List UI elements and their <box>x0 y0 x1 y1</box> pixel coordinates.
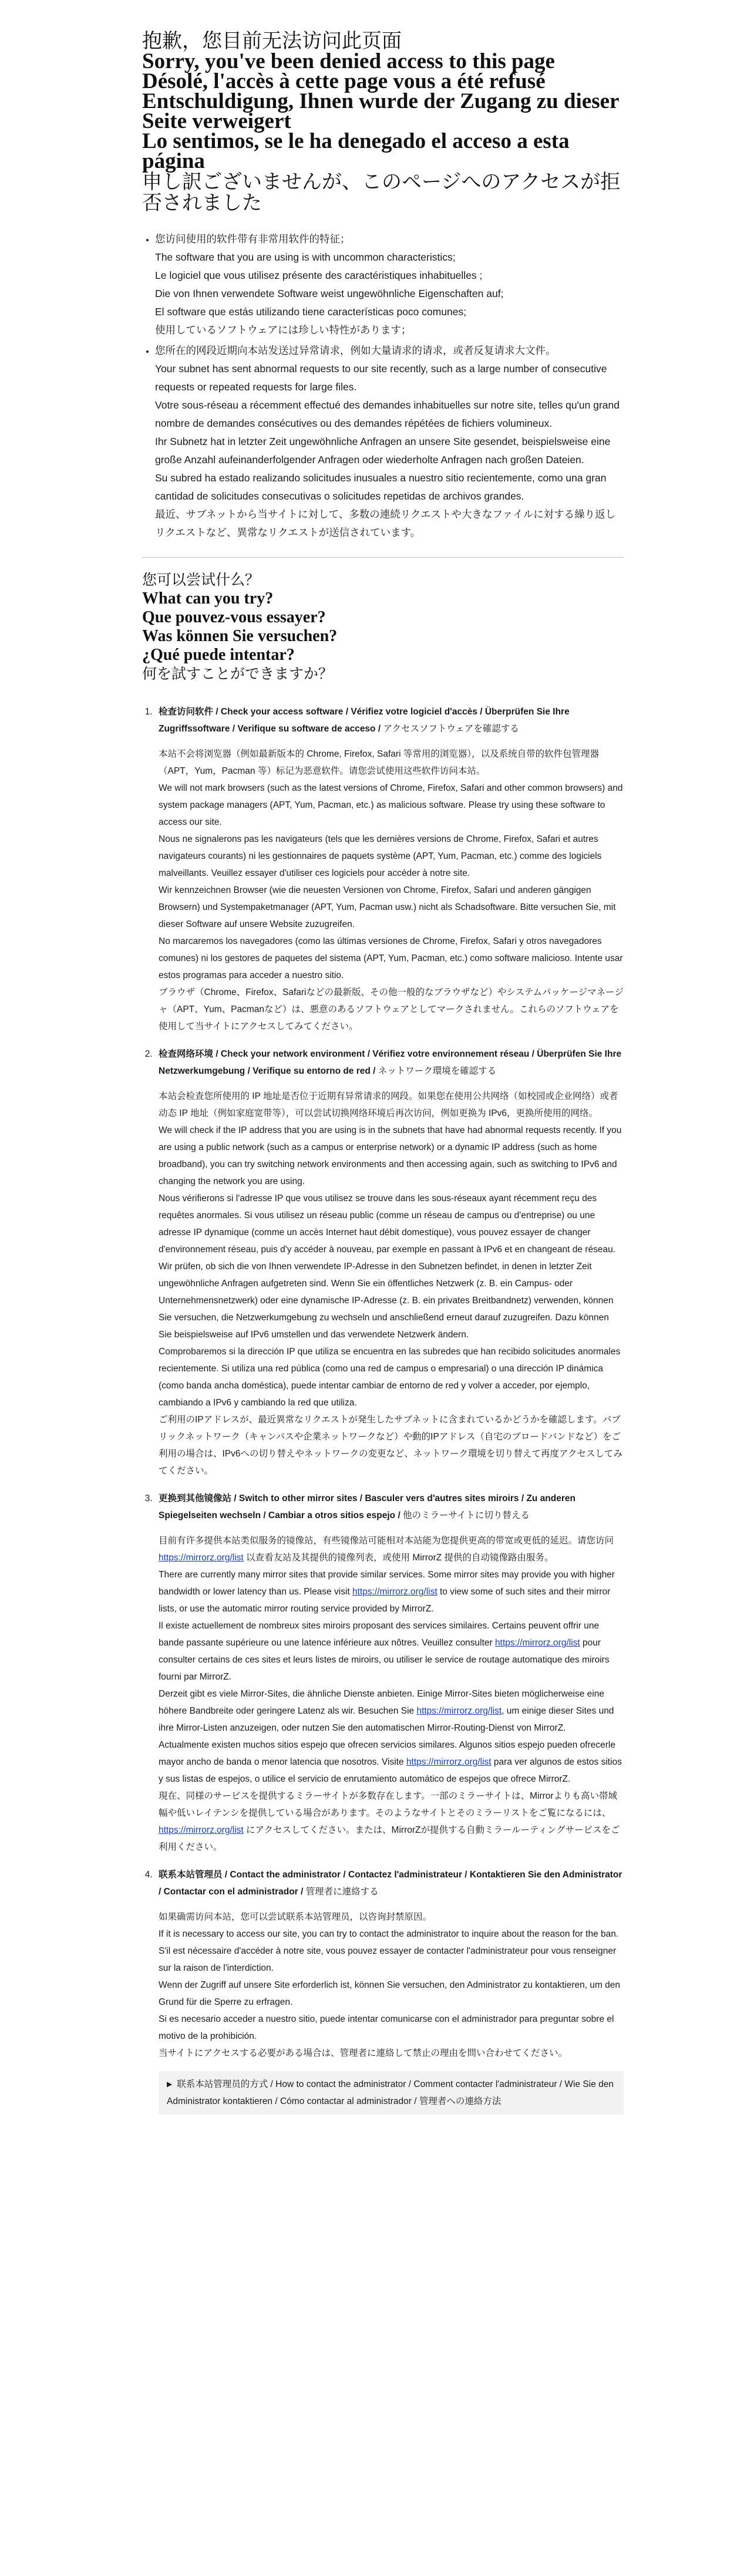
step-check-software <box>155 703 624 1035</box>
step-paragraph: ブラウザ（Chrome、Firefox、Safariなどの最新版、その他一般的なブラウザなど）やシステムパッケージマネージャ（APT、Yum、Pacmanなど）は、悪意のあるソフトウェアとしてマークされません。これらのソフトウェアを使用して当サイトにアクセスしてみてください。 <box>159 987 624 1031</box>
try-heading-ja: 何を試すことができますか？ <box>142 665 334 682</box>
reason-text-zh: • 您所在的网段近期向本站发送过异常请求，例如大量请求的请求，或者反复请求大文件。 <box>155 345 556 356</box>
try-heading-zh: 您可以尝试什么？ <box>142 571 260 588</box>
step-title <box>159 1490 624 1524</box>
step-paragraph: Nous vérifierons si l'adresse IP que vous utilisez se trouve dans les sous-réseaux ayant récemment reçu des requêtes anormales. Si vous utilisez un réseau public (comme un réseau de campus ou d'entreprise) ou une adresse IP dynamique (comme un accès Internet haut débit domestique), vous pouvez essayer de changer d'environnement réseau, puis d'y accéder à nouveau, par exemple en passant à IPv6 et en changeant de réseau. <box>159 1193 615 1255</box>
steps-list <box>142 703 624 2115</box>
reason-text-zh: • 您访问使用的软件带有非常用软件的特征； <box>155 233 351 245</box>
reason-text-en: The software that you are using is with uncommon characteristics; <box>155 251 456 263</box>
title-ja: 申し訳ございませんが、このページへのアクセスが拒否されました <box>142 170 621 215</box>
step-paragraph: 当サイトにアクセスする必要がある場合は、管理者に連絡して禁止の理由を問い合わせてください。 <box>159 2048 567 2058</box>
step-switch-mirror <box>155 1490 624 1856</box>
step-paragraph: If it is necessary to access our site, you can try to contact the administrator to inquire about the reason for the ban. <box>159 1929 619 1939</box>
title-en: Sorry, you've been denied access to this page <box>142 49 555 73</box>
mirror-list-link[interactable]: https://mirrorz.org/list <box>416 1706 502 1716</box>
step-title-bold: 检查访问软件 / Check your access software / Vérifiez votre logiciel d'accès / Überprüfen Sie Ihre Zugriffssoftware / Verifique su software de acceso / <box>159 707 570 734</box>
page-title-block <box>142 31 624 214</box>
try-heading-de: Was können Sie versuchen? <box>142 627 338 645</box>
reason-text-en: Your subnet has sent abnormal requests to our site recently, such as a large number of consecutive requests or repeated requests for large files. <box>155 363 607 393</box>
step-paragraph: Nous ne signalerons pas les navigateurs (tels que les dernières versions de Chrome, Firefox, Safari et autres navigateurs courants) ni les gestionnaires de paquets système (APT, Yum, Pacman, etc.) comme des logiciels malveillants. Veuillez essayer d'utiliser ces logiciels pour accéder à notre site. <box>159 834 602 878</box>
step-body <box>159 1532 624 1856</box>
try-heading-block <box>142 571 624 683</box>
step-title-tail: ネットワーク環境を確認する <box>375 1066 497 1076</box>
reason-item <box>155 230 624 339</box>
mirror-list-link[interactable]: https://mirrorz.org/list <box>159 1825 244 1835</box>
step-paragraph: Comprobaremos si la dirección IP que utiliza se encuentra en las subredes que han recibido solicitudes anormales recientemente. Si utiliza una red pública (como una red de campus o empresarial) o una dirección IP dinámica (como banda ancha doméstica), puede intentar cambiar de entorno de red y volver a acceder, por ejemplo, cambiando a IPv6 y cambiando la red que utiliza. <box>159 1347 621 1408</box>
reason-item <box>155 342 624 542</box>
reason-text-es: El software que estás utilizando tiene características poco comunes; <box>155 306 467 318</box>
step-paragraph <box>159 1617 624 1685</box>
step-paragraph: We will check if the IP address that you are using is in the subnets that have had abnormal requests recently. If you are using a public network (such as a campus or enterprise network) or a dynamic IP address (such as home broadband), you can try switching network environments and then accessing again, such as switching to IPv6 and changing the network you are using. <box>159 1125 622 1186</box>
step-body <box>159 1909 624 2062</box>
paragraph-text: , um einige dieser Sites und ihre Mirror-Listen anzuzeigen, oder nutzen Sie den automatischen Mirror-Routing-Dienst von MirrorZ. <box>159 1706 614 1733</box>
mirror-list-link[interactable]: https://mirrorz.org/list <box>406 1757 492 1767</box>
step-paragraph: Si es necesario acceder a nuestro sitio, puede intentar comunicarse con el administrador para preguntar sobre el motivo de la prohibición. <box>159 2014 614 2041</box>
divider <box>142 557 624 558</box>
mirror-list-link[interactable]: https://mirrorz.org/list <box>495 1638 580 1648</box>
step-check-network <box>155 1046 624 1479</box>
reason-text-ja: 最近、サブネットから当サイトに対して、多数の連続リクエストや大きなファイルに対する繰り返しリクエストなど、異常なリクエストが送信されています。 <box>155 508 616 538</box>
step-paragraph: 本站不会将浏览器（例如最新版本的 Chrome, Firefox, Safari 等常用的浏览器），以及系统自带的软件包管理器（APT，Yum，Pacman 等）标记为恶意软件。请您尝试使用这些软件访问本站。 <box>159 749 600 776</box>
step-title-bold: 联系本站管理员 / Contact the administrator / Contactez l'administrateur / Kontaktieren Sie den Administrator / Contactar con el administrador / <box>159 1870 622 1897</box>
step-title-tail: アクセスソフトウェアを確認する <box>381 724 519 734</box>
step-paragraph: ご利用のIPアドレスが、最近異常なリクエストが発生したサブネットに含まれているかどうかを確認します。パブリックネットワーク（キャンパスや企業ネットワークなど）や動的IPアドレス（自宅のブロードバンドなど）をご利用の場合は、IPv6への切り替えやネットワークの変更など、ネットワーク環境を切り替えて再度アクセスしてみてください。 <box>159 1415 623 1476</box>
reason-text-de: Die von Ihnen verwendete Software weist ungewöhnliche Eigenschaften auf; <box>155 288 504 299</box>
paragraph-text: Actualmente existen muchos sitios espejo que ofrecen servicios similares. Algunos sitios espejo pueden ofrecerle mayor ancho de banda o menor latencia que nosotros. Visite <box>159 1740 615 1767</box>
disclosure-triangle-icon[interactable]: ▶ <box>167 2080 173 2088</box>
paragraph-text: Derzeit gibt es viele Mirror-Sites, die ähnliche Dienste anbieten. Einige Mirror-Sites bieten möglicherweise eine höhere Bandbreite oder geringere Latenz als wir. Besuchen Sie <box>159 1689 604 1716</box>
paragraph-text: para ver algunos de estos sitios y sus listas de espejos, o utilice el servicio de enrutamiento automático de espejos que ofrece MirrorZ. <box>159 1757 622 1784</box>
paragraph-text: にアクセスしてください。または、MirrorZが提供する自動ミラールーティングサービスをご利用ください。 <box>159 1825 620 1852</box>
step-paragraph: Wir prüfen, ob sich die von Ihnen verwendete IP-Adresse in den Subnetzen befindet, in denen in letzter Zeit ungewöhnliche Anfragen aufgetreten sind. Wenn Sie ein öffentliches Netzwerk (z. B. ein Campus- oder Unternehmensnetzwerk) oder eine dynamische IP-Adresse (z. B. ein privates Breitbandnetz) verwenden, können Sie versuchen, die Netzwerkumgebung zu wechseln und anschließend erneut darauf zuzugreifen. Dazu können Sie beispielsweise auf IPv6 umstellen und das verwendete Netzwerk ändern. <box>159 1262 614 1340</box>
paragraph-text: Il existe actuellement de nombreux sites miroirs proposant des services similaires. Certains peuvent offrir une bande passante supérieure ou une latence inférieure aux nôtres. Veuillez consulter <box>159 1621 600 1648</box>
title-de: Entschuldigung, Ihnen wurde der Zugang zu dieser Seite verweigert <box>142 89 619 133</box>
step-body <box>159 1088 624 1479</box>
mirror-list-link[interactable]: https://mirrorz.org/list <box>352 1587 437 1597</box>
paragraph-text: There are currently many mirror sites that provide similar services. Some mirror sites may provide you with higher bandwidth or lower latency than us. Please visit <box>159 1570 615 1597</box>
step-paragraph <box>159 1685 624 1737</box>
step-title-tail: 他のミラーサイトに切り替える <box>400 1510 530 1520</box>
paragraph-text: 以查看友站及其提供的镜像列表，或使用 MirrorZ 提供的自动镜像路由服务。 <box>243 1553 554 1563</box>
step-paragraph: We will not mark browsers (such as the latest versions of Chrome, Firefox, Safari and other common browsers) and system package managers (APT, Yum, Pacman, etc.) as malicious software. Please try using these software to access our site. <box>159 783 623 827</box>
step-title-bold: 更换到其他镜像站 / Switch to other mirror sites / Basculer vers d'autres sites miroirs / Zu anderen Spiegelseiten wechseln / Cambiar a otros sitios espejo / <box>159 1493 575 1520</box>
reason-text-de: Ihr Subnetz hat in letzter Zeit ungewöhnliche Anfragen an unsere Site gesendet, beispielsweise eine große Anzahl aufeinanderfolgender Anfragen oder wiederholte Anfragen nach großen Dateien. <box>155 436 611 466</box>
reason-text-es: Su subred ha estado realizando solicitudes inusuales a nuestro sitio recientemente, como una gran cantidad de solicitudes consecutivas o solicitudes repetidas de archivos grandes. <box>155 472 607 502</box>
try-heading-es: ¿Qué puede intentar? <box>142 646 295 664</box>
title-zh: 抱歉，您目前无法访问此页面 <box>142 29 402 53</box>
step-title <box>159 1866 624 1900</box>
reason-text-ja: 使用しているソフトウェアには珍しい特性があります； <box>155 324 412 336</box>
step-paragraph: S'il est nécessaire d'accéder à notre site, vous pouvez essayer de contacter l'administrateur pour vous renseigner sur la raison de l'interdiction. <box>159 1946 617 1973</box>
details-summary-text[interactable]: 联系本站管理员的方式 / How to contact the administrator / Comment contacter l'administrateur / Wie Sie den Administrator kontaktieren / Cómo contactar al administrador / 管理者への連絡方法 <box>167 2079 614 2106</box>
paragraph-text: 目前有许多提供本站类似服务的镜像站，有些镜像站可能相对本站能为您提供更高的带宽或更低的延迟。请您访问 <box>159 1536 614 1546</box>
try-heading-en: What can you try? <box>142 589 274 608</box>
step-contact-admin <box>155 1866 624 2115</box>
paragraph-text: pour consulter certains de ces sites et leurs listes de miroirs, ou utiliser le service de routage automatique des miroirs fourni par MirrorZ. <box>159 1638 610 1682</box>
paragraph-text: 現在、同様のサービスを提供するミラーサイトが多数存在します。一部のミラーサイトは、Mirrorよりも高い帯域幅や低いレイテンシを提供している場合があります。そのようなサイトとそのミラーリストをご覧になるには、 <box>159 1791 618 1818</box>
step-paragraph <box>159 1737 624 1788</box>
reason-text-fr: Votre sous-réseau a récemment effectué des demandes inhabituelles sur notre site, telles qu'un grand nombre de demandes consécutives ou des demandes répétées de fichiers volumineux. <box>155 399 620 429</box>
step-paragraph: Wir kennzeichnen Browser (wie die neuesten Versionen von Chrome, Firefox, Safari und anderen gängigen Browsern) und Systempaketmanager (APT, Yum, Pacman usw.) nicht als Schadsoftware. Bitte versuchen Sie, mit dieser Software auf unsere Website zuzugreifen. <box>159 885 616 929</box>
title-fr: Désolé, l'accès à cette page vous a été refusé <box>142 69 546 93</box>
contact-details-toggle[interactable] <box>159 2071 624 2115</box>
page-container <box>142 0 624 2115</box>
step-paragraph <box>159 1532 624 1566</box>
reason-text-fr: Le logiciel que vous utilisez présente des caractéristiques inhabituelles ; <box>155 269 483 281</box>
step-paragraph <box>159 1788 624 1856</box>
step-paragraph: 如果确需访问本站，您可以尝试联系本站管理员，以咨询封禁原因。 <box>159 1912 432 1922</box>
step-paragraph: Wenn der Zugriff auf unsere Site erforderlich ist, können Sie versuchen, den Administrator zu kontaktieren, um den Grund für die Sperre zu erfragen. <box>159 1980 621 2007</box>
mirror-list-link[interactable]: https://mirrorz.org/list <box>159 1553 244 1563</box>
step-paragraph: 本站会检查您所使用的 IP 地址是否位于近期有异常请求的网段。如果您在使用公共网络（如校园或企业网络）或者动态 IP 地址（例如家庭宽带等），可以尝试切换网络环境后再次访问，例如更换为 IPv6，更换所使用的网络。 <box>159 1091 618 1118</box>
reasons-list <box>142 230 624 542</box>
title-es: Lo sentimos, se le ha denegado el acceso a esta página <box>142 129 570 173</box>
step-paragraph: No marcaremos los navegadores (como las últimas versiones de Chrome, Firefox, Safari y otros navegadores comunes) ni los gestores de paquetes del sistema (APT, Yum, Pacman, etc.) como software malicioso. Intente usar estos programas para acceder a nuestro sitio. <box>159 936 623 980</box>
paragraph-text: to view some of such sites and their mirror lists, or use the automatic mirror routing service provided by MirrorZ. <box>159 1587 611 1614</box>
step-body <box>159 746 624 1035</box>
step-title <box>159 1046 624 1080</box>
step-title-bold: 检查网络环境 / Check your network environment / Vérifiez votre environnement réseau / Überprüfen Sie Ihre Netzwerkumgebung / Verifique su entorno de red / <box>159 1049 622 1076</box>
step-title <box>159 703 624 737</box>
step-paragraph <box>159 1566 624 1617</box>
step-title-tail: 管理者に連絡する <box>303 1887 379 1897</box>
try-heading-fr: Que pouvez-vous essayer? <box>142 608 326 626</box>
